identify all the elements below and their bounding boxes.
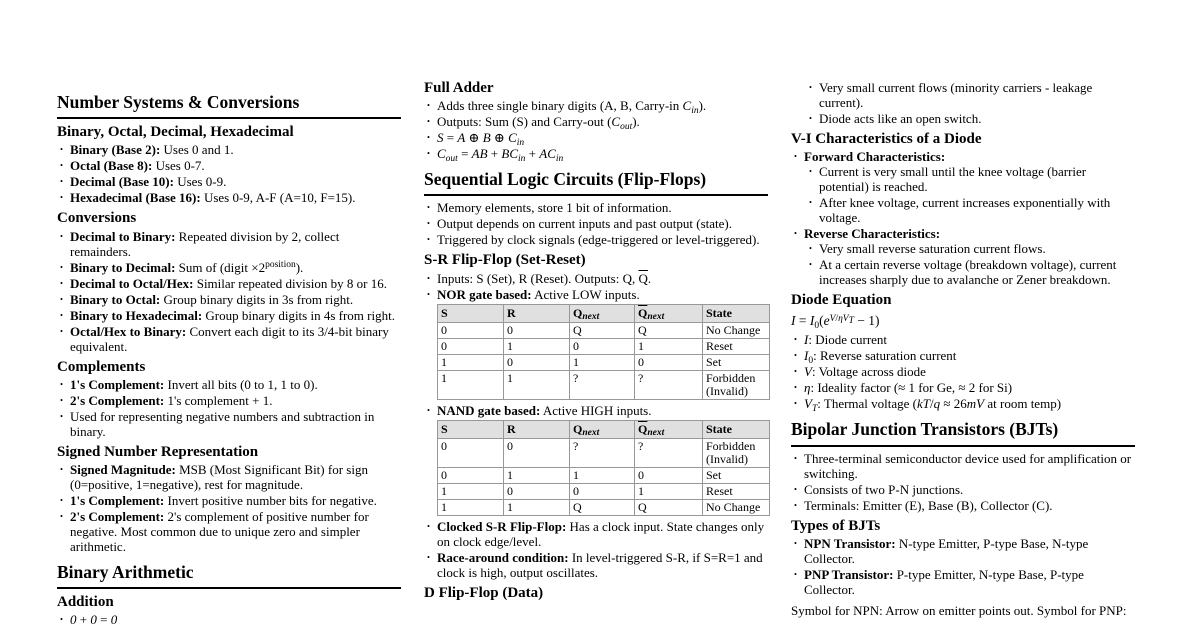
bullet-item: • Binary to Octal: Group binary digits in 3s from right. — [57, 292, 401, 307]
column-middle — [424, 80, 768, 603]
truth-table-cell: 0 — [438, 338, 504, 354]
subsection-title: Signed Number Representation — [57, 443, 259, 460]
truth-table-cell: $\overline{Q}$ — [635, 322, 703, 338]
truth-table-cell: 0 — [504, 322, 570, 338]
bullet-item: • Terminals: Emitter (E), Base (B), Collector (C). — [791, 498, 1135, 513]
truth-table-cell: No Change — [703, 322, 770, 338]
bullet-item: • NOR gate based: Active LOW inputs. — [424, 287, 768, 302]
truth-table-cell: 0 — [635, 354, 703, 370]
bullet-item: • Three-terminal semiconductor device used for amplification or switching. — [791, 451, 1135, 481]
bullet-item: • Very small current flows (minority carriers - leakage current). — [806, 80, 1135, 110]
table-header-row — [438, 304, 770, 322]
bullet-item: • Octal/Hex to Binary: Convert each digit to its 3/4-bit binary equivalent. — [57, 324, 401, 354]
bullet-item: • 2's Complement: 1's complement + 1. — [57, 393, 401, 408]
bullet-item: • Reverse Characteristics: • Very small reverse saturation current flows. • At a certain reverse voltage (breakdown voltage), current increases sharply due to avalanche or Zener breakdown. — [791, 226, 1135, 287]
bullet-item: • Binary (Base 2): Uses 0 and 1. — [57, 142, 401, 157]
table-row — [438, 354, 770, 370]
bullet-item: • Clocked S-R Flip-Flop: Has a clock input. State changes only on clock edge/level. — [424, 519, 768, 549]
bullet-list — [57, 462, 401, 554]
bullet-item: • PNP Transistor: P-type Emitter, N-type Base, P-type Collector. — [791, 567, 1135, 597]
truth-table-cell: 1 — [570, 354, 635, 370]
truth-table-cell: 0 — [570, 483, 635, 499]
truth-table-cell: 1 — [635, 338, 703, 354]
truth-table-header-cell: R — [504, 304, 570, 322]
subsection-title: D Flip-Flop (Data) — [424, 584, 544, 601]
bullet-item: • Output depends on current inputs and past output (state). — [424, 216, 768, 231]
bullet-list — [424, 200, 768, 247]
bullet-list — [791, 451, 1135, 513]
bullet-list — [57, 612, 401, 626]
bullet-item: • Used for representing negative numbers and subtraction in binary. — [57, 409, 401, 439]
truth-table-header-cell: State — [703, 420, 770, 438]
table-row — [438, 483, 770, 499]
truth-table-cell: 1 — [504, 499, 570, 515]
truth-table-cell: 0 — [504, 438, 570, 467]
equation: $I = I_0(e^{V/\eta V_T} - 1)$ — [791, 313, 880, 331]
table-row — [438, 338, 770, 354]
sub-bullet-item: • Current is very small until the knee voltage (barrier potential) is reached. — [806, 164, 1135, 194]
nand-truth-table — [437, 420, 770, 516]
table-header-row — [438, 420, 770, 438]
subsection-title: Conversions — [57, 210, 137, 227]
truth-table-cell: 1 — [504, 370, 570, 399]
bullet-item: • $C_{out}$ = AB + $BC_{in} + AC_{in}$ — [424, 146, 768, 161]
truth-table-cell: ? — [635, 438, 703, 467]
truth-table-cell: 1 — [504, 467, 570, 483]
subsection-title: Types of BJTs — [791, 517, 881, 534]
table-body — [438, 322, 770, 399]
bullet-item: • Decimal to Binary: Repeated division by 2, collect remainders. — [57, 229, 401, 259]
bullet-list — [424, 98, 768, 164]
truth-table-cell: No Change — [703, 499, 770, 515]
section-title: Number Systems & Conversions — [57, 93, 401, 119]
truth-table-cell: 0 — [504, 354, 570, 370]
truth-table-cell: Forbidden (Invalid) — [703, 370, 770, 399]
bullet-item: • Outputs: Sum (S) and Carry-out $(C_{out})$. — [424, 114, 768, 129]
truth-table-cell: Reset — [703, 338, 770, 354]
section-title: Binary Arithmetic — [57, 563, 401, 589]
bullet-item: • Triggered by clock signals (edge-triggered or level-triggered). — [424, 232, 768, 247]
truth-table-cell: Forbidden (Invalid) — [703, 438, 770, 467]
bullet-item: • S = A ⊕ B ⊕ $C_{in}$ — [424, 130, 768, 145]
truth-table-cell: 0 — [504, 483, 570, 499]
truth-table-cell: 1 — [570, 467, 635, 483]
truth-table-cell: Set — [703, 354, 770, 370]
bullet-list — [57, 142, 401, 205]
subsection-title: Full Adder — [424, 80, 494, 96]
table-head — [438, 420, 770, 438]
truth-table-header-cell: $\overline{Q}_{next}$ — [635, 420, 703, 438]
truth-table-cell: $\overline{Q}$ — [635, 499, 703, 515]
bullet-item: • $V_T$: Thermal voltage (kT/q ≈ 26mV at room temp) — [791, 396, 1135, 411]
bullet-item: • Octal (Base 8): Uses 0-7. — [57, 158, 401, 173]
truth-table-cell: ? — [570, 438, 635, 467]
subsection-title: Complements — [57, 358, 146, 375]
bullet-item: • Inputs: S (Set), R (Reset). Outputs: Q, $\overline{Q}$. — [424, 271, 768, 286]
column-right — [791, 80, 1135, 618]
truth-table-header-cell: $\overline{Q}_{next}$ — [635, 304, 703, 322]
truth-table-header-cell: R — [504, 420, 570, 438]
truth-table-header-cell: State — [703, 304, 770, 322]
bullet-item: • Hexadecimal (Base 16): Uses 0-9, A-F (A=10, F=15). — [57, 190, 401, 205]
truth-table-cell: Reset — [703, 483, 770, 499]
bullet-item: • Forward Characteristics: • Current is very small until the knee voltage (barrier potential) is reached. • After knee voltage, current increases exponentially with voltage. — [791, 149, 1135, 225]
sub-bullet-item: • At a certain reverse voltage (breakdown voltage), current increases sharply due to avalanche or Zener breakdown. — [806, 257, 1135, 287]
bullet-list — [791, 149, 1135, 287]
nor-truth-table — [437, 304, 770, 400]
subsection-title: V-I Characteristics of a Diode — [791, 131, 982, 147]
truth-table-cell: Set — [703, 467, 770, 483]
truth-table-cell: 0 — [438, 467, 504, 483]
truth-table-cell: 1 — [438, 370, 504, 399]
section-title: Sequential Logic Circuits (Flip-Flops) — [424, 170, 768, 196]
table-row — [438, 438, 770, 467]
subsection-title: Addition — [57, 594, 114, 611]
bullet-item: • NPN Transistor: N-type Emitter, P-type Base, N-type Collector. — [791, 536, 1135, 566]
table-row — [438, 467, 770, 483]
sub-bullet-list — [806, 241, 1135, 287]
subsection-title: S-R Flip-Flop (Set-Reset) — [424, 252, 586, 269]
bullet-item: • 2's Complement: 2's complement of positive number for negative. Most common due to unique zero and simpler arithmetic. — [57, 509, 401, 554]
truth-table-cell: 1 — [504, 338, 570, 354]
truth-table-cell: ? — [570, 370, 635, 399]
bullet-item: • Adds three single binary digits (A, B, Carry-in $C_{in}$). — [424, 98, 768, 113]
bullet-list — [57, 229, 401, 354]
truth-table-cell: Q — [570, 499, 635, 515]
sub-bullet-item: • Very small reverse saturation current flows. — [806, 241, 1135, 256]
bullet-list — [791, 536, 1135, 597]
bullet-item: • Signed Magnitude: MSB (Most Significant Bit) for sign (0=positive, 1=negative), rest for magnitude. — [57, 462, 401, 492]
truth-table-cell: 0 — [438, 438, 504, 467]
truth-table-header-cell: S — [438, 304, 504, 322]
bullet-item: • Memory elements, store 1 bit of information. — [424, 200, 768, 215]
sub-bullet-item: • After knee voltage, current increases exponentially with voltage. — [806, 195, 1135, 225]
truth-table-header-cell: $Q_{next}$ — [570, 304, 635, 322]
bullet-list — [791, 80, 1135, 126]
subsection-title: Diode Equation — [791, 292, 892, 309]
bullet-item: • NAND gate based: Active HIGH inputs. — [424, 403, 768, 418]
bullet-item: • Binary to Decimal: Sum of (digit $\times 2^{position}$). — [57, 260, 401, 275]
truth-table-cell: 1 — [635, 483, 703, 499]
truth-table-cell: 1 — [438, 483, 504, 499]
truth-table-header-cell: $Q_{next}$ — [570, 420, 635, 438]
bullet-item: • $I_0$: Reverse saturation current — [791, 348, 1135, 363]
truth-table-cell: 0 — [570, 338, 635, 354]
truth-table-cell: Q — [570, 322, 635, 338]
bullet-list — [424, 271, 768, 302]
bullet-item: • 1's Complement: Invert all bits (0 to 1, 1 to 0). — [57, 377, 401, 392]
truth-table-cell: 1 — [438, 499, 504, 515]
truth-table-cell: 0 — [635, 467, 703, 483]
truth-table-cell: ? — [635, 370, 703, 399]
truth-table-cell: 0 — [438, 322, 504, 338]
truth-table-cell: 1 — [438, 354, 504, 370]
bullet-item: • Binary to Hexadecimal: Group binary digits in 4s from right. — [57, 308, 401, 323]
bullet-item: • η: Ideality factor (≈ 1 for Ge, ≈ 2 for Si) — [791, 380, 1135, 395]
paragraph: Symbol for NPN: Arrow on emitter points out. Symbol for PNP: — [791, 602, 1127, 618]
subsection-title: Binary, Octal, Decimal, Hexadecimal — [57, 124, 294, 141]
table-row — [438, 499, 770, 515]
bullet-list — [424, 403, 768, 418]
bullet-item: • Race-around condition: In level-triggered S-R, if S=R=1 and clock is high, output oscillates. — [424, 550, 768, 580]
bullet-list — [791, 332, 1135, 414]
table-head — [438, 304, 770, 322]
sub-bullet-list — [806, 164, 1135, 225]
bullet-item: • Decimal to Octal/Hex: Similar repeated division by 8 or 16. — [57, 276, 401, 291]
truth-table-header-cell: S — [438, 420, 504, 438]
bullet-list — [424, 519, 768, 580]
bullet-item: • 1's Complement: Invert positive number bits for negative. — [57, 493, 401, 508]
table-row — [438, 322, 770, 338]
bullet-item: • V: Voltage across diode — [791, 364, 1135, 379]
section-title: Bipolar Junction Transistors (BJTs) — [791, 420, 1135, 446]
bullet-item: • Decimal (Base 10): Uses 0-9. — [57, 174, 401, 189]
table-body — [438, 438, 770, 515]
bullet-item: • 0 + 0 = 0 — [57, 612, 401, 626]
bullet-item: • Consists of two P-N junctions. — [791, 482, 1135, 497]
bullet-list — [57, 377, 401, 439]
bullet-item: • I: Diode current — [791, 332, 1135, 347]
bullet-item: • Diode acts like an open switch. — [806, 111, 1135, 126]
table-row — [438, 370, 770, 399]
column-left — [57, 80, 401, 626]
